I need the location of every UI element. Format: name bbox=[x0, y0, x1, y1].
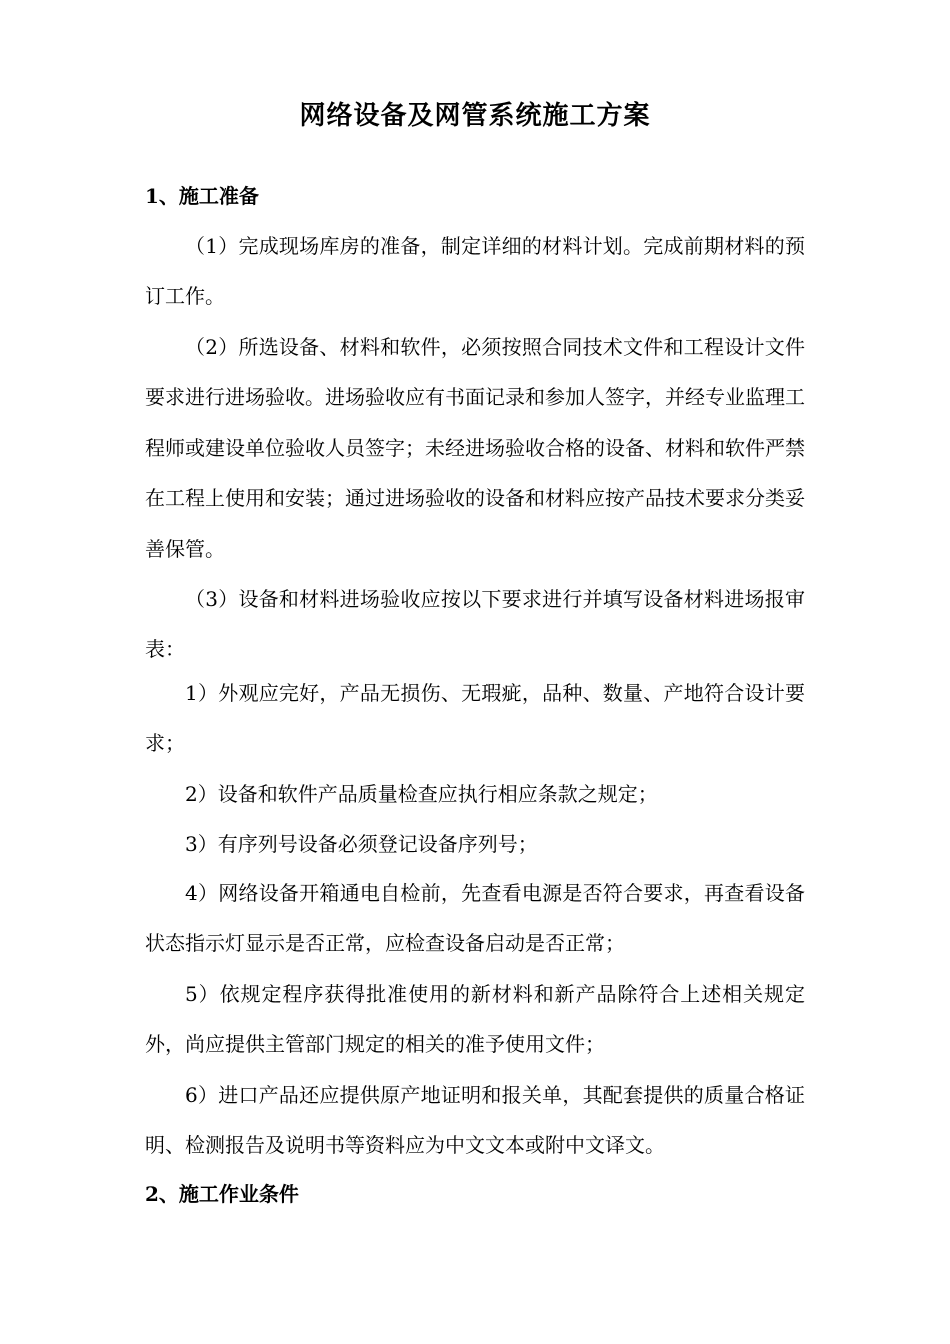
list-item-2: 2）设备和软件产品质量检查应执行相应条款之规定； bbox=[185, 782, 658, 806]
list-item-1: 1）外观应完好，产品无损伤、无瑕疵，品种、数量、产地符合设计要求； bbox=[145, 681, 805, 756]
list-item-4: 4）网络设备开箱通电自检前，先查看电源是否符合要求，再查看设备状态指示灯显示是否正常，应检查设备启动是否正常； bbox=[145, 881, 805, 956]
paragraph-3: （3）设备和材料进场验收应按以下要求进行并填写设备材料进场报审表： bbox=[145, 587, 805, 662]
document-title: 网络设备及网管系统施工方案 bbox=[299, 101, 651, 131]
section-heading-1: 1、施工准备 bbox=[145, 184, 259, 208]
section-heading-2: 2、施工作业条件 bbox=[145, 1182, 299, 1206]
list-item-5: 5）依规定程序获得批准使用的新材料和新产品除符合上述相关规定外，尚应提供主管部门规定的相关的准予使用文件； bbox=[145, 982, 805, 1057]
paragraph-1: （1）完成现场库房的准备，制定详细的材料计划。完成前期材料的预订工作。 bbox=[145, 234, 805, 309]
list-item-3: 3）有序列号设备必须登记设备序列号； bbox=[185, 832, 538, 856]
list-item-6: 6）进口产品还应提供原产地证明和报关单，其配套提供的质量合格证明、检测报告及说明书等资料应为中文文本或附中文译文。 bbox=[145, 1083, 805, 1158]
paragraph-2: （2）所选设备、材料和软件，必须按照合同技术文件和工程设计文件要求进行进场验收。进场验收应有书面记录和参加人签字，并经专业监理工程师或建设单位验收人员签字；未经进场验收合格的设备、材料和软件严禁在工程上使用和安装；通过进场验收的设备和材料应按产品技术要求分类妥善保管。 bbox=[145, 335, 805, 561]
